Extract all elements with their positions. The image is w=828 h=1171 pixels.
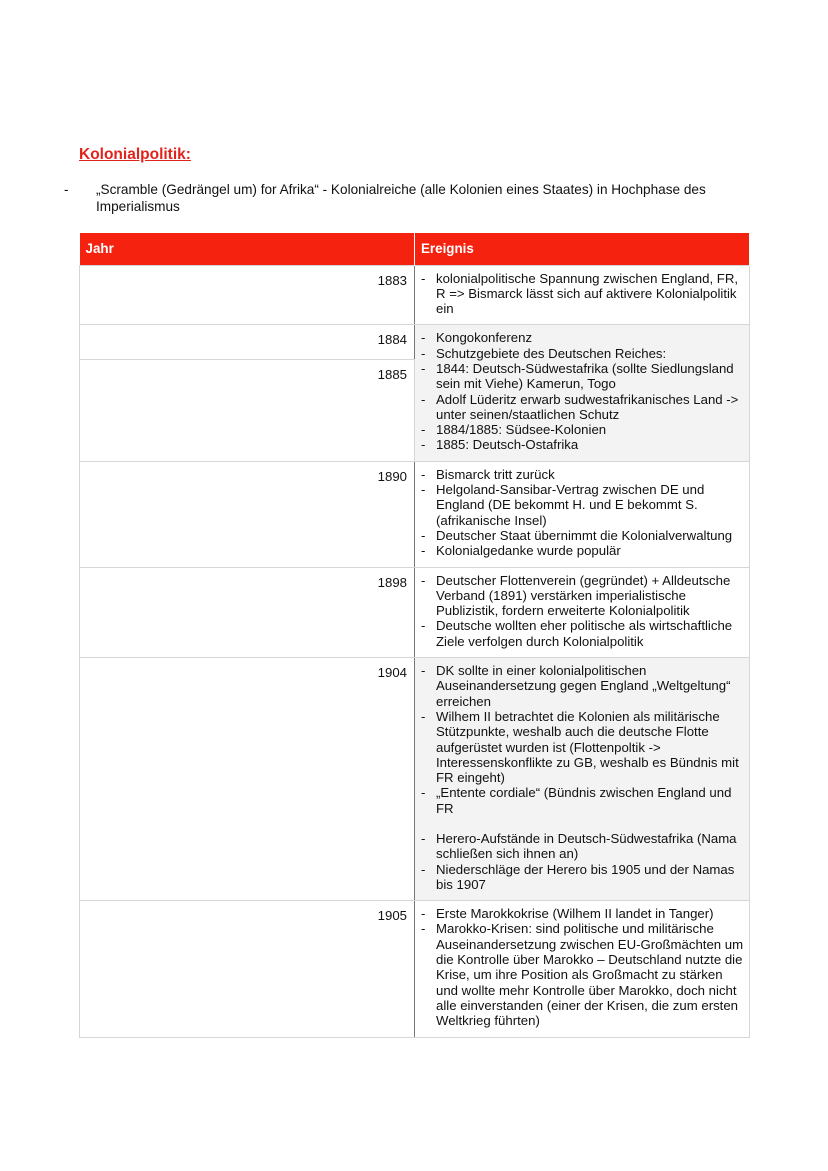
- event-cell: [415, 567, 750, 657]
- list-item: - Helgoland-Sansibar-Vertrag zwischen DE und England (DE bekommt H. und E bekommt S. (afrikanische Insel): [421, 482, 745, 528]
- timeline-table: [79, 233, 750, 1038]
- list-item: - Deutscher Staat übernimmt die Kolonialverwaltung: [421, 528, 745, 543]
- event-list: [421, 330, 745, 452]
- list-item: - 1884/1885: Südsee-Kolonien: [421, 422, 745, 437]
- list-item: - 1844: Deutsch-Südwestafrika (sollte Siedlungsland sein mit Viehe) Kamerun, Togo: [421, 361, 745, 392]
- event-cell: [415, 325, 750, 461]
- event-list: [421, 663, 745, 892]
- event-list: [421, 573, 745, 649]
- list-item: - Kolonialgedanke wurde populär: [421, 543, 745, 558]
- header-year: Jahr: [80, 233, 415, 265]
- list-item: - Erste Marokkokrise (Wilhem II landet in Tanger): [421, 906, 745, 921]
- intro-bullet: [64, 181, 724, 215]
- list-item: - Marokko-Krisen: sind politische und militärische Auseinandersetzung zwischen EU-Großmächten um die Kontrolle über Marokko – Deutschland nutzte die Krise, um ihre Position als Großmacht zu stärken und wollte mehr Kontrolle über Marokko, doch nicht alle einverstanden (einer der Krisen, die zum ersten Weltkrieg führten): [421, 921, 745, 1028]
- list-item: - Niederschläge der Herero bis 1905 und der Namas bis 1907: [421, 862, 745, 893]
- event-cell: [415, 461, 750, 567]
- header-event: Ereignis: [415, 233, 750, 265]
- table-row: [80, 567, 750, 657]
- list-item: - Herero-Aufstände in Deutsch-Südwestafrika (Nama schließen sich ihnen an): [421, 831, 745, 862]
- event-cell: [415, 901, 750, 1037]
- list-item: - Deutscher Flottenverein (gegründet) + Alldeutsche Verband (1891) verstärken imperialistische Publizistik, fordern erweiterte Kolonialpolitik: [421, 573, 745, 619]
- event-list: [421, 467, 745, 559]
- year-cell: 1890: [80, 461, 415, 567]
- list-item: - 1885: Deutsch-Ostafrika: [421, 437, 745, 452]
- list-item: - Bismarck tritt zurück: [421, 467, 745, 482]
- year-cell: 1905: [80, 901, 415, 1037]
- list-item: - kolonialpolitische Spannung zwischen England, FR, R => Bismarck lässt sich auf aktivere Kolonialpolitik ein: [421, 271, 745, 317]
- table-row: [80, 325, 750, 359]
- intro-text: „Scramble (Gedrängel um) for Afrika“ - Kolonialreiche (alle Kolonien eines Staates) in Hochphase des Imperialismus: [96, 182, 706, 214]
- list-item: - „Entente cordiale“ (Bündnis zwischen England und FR: [421, 785, 745, 816]
- list-item: - Schutzgebiete des Deutschen Reiches:: [421, 346, 745, 361]
- event-list: [421, 271, 745, 317]
- year-cell: 1883: [80, 265, 415, 325]
- page-title: Kolonialpolitik:: [79, 146, 191, 163]
- table-row: [80, 461, 750, 567]
- list-item: - Wilhem II betrachtet die Kolonien als militärische Stützpunkte, weshalb auch die deutsche Flotte aufgerüstet wurden ist (Flottenpoltik -> Interessenskonflikte zu GB, weshalb es Bündnis mit FR eingeht): [421, 709, 745, 785]
- table-row: [80, 658, 750, 901]
- event-list: [421, 906, 745, 1028]
- year-cell: 1898: [80, 567, 415, 657]
- list-item: - Kongokonferenz: [421, 330, 745, 345]
- year-cell: 1885: [80, 359, 415, 461]
- list-item: - Deutsche wollten eher politische als wirtschaftliche Ziele verfolgen durch Kolonialpolitik: [421, 618, 745, 649]
- year-cell: 1904: [80, 658, 415, 901]
- event-cell: [415, 265, 750, 325]
- table-row: [80, 265, 750, 325]
- table-header-row: [80, 233, 750, 265]
- list-item: - DK sollte in einer kolonialpolitischen Auseinandersetzung gegen England „Weltgeltung“ erreichen: [421, 663, 745, 709]
- table-row: [80, 901, 750, 1037]
- year-cell: 1884: [80, 325, 415, 359]
- event-cell: [415, 658, 750, 901]
- bullet-dash: -: [64, 182, 69, 197]
- list-item: - Adolf Lüderitz erwarb sudwestafrikanisches Land -> unter seinen/staatlichen Schutz: [421, 392, 745, 423]
